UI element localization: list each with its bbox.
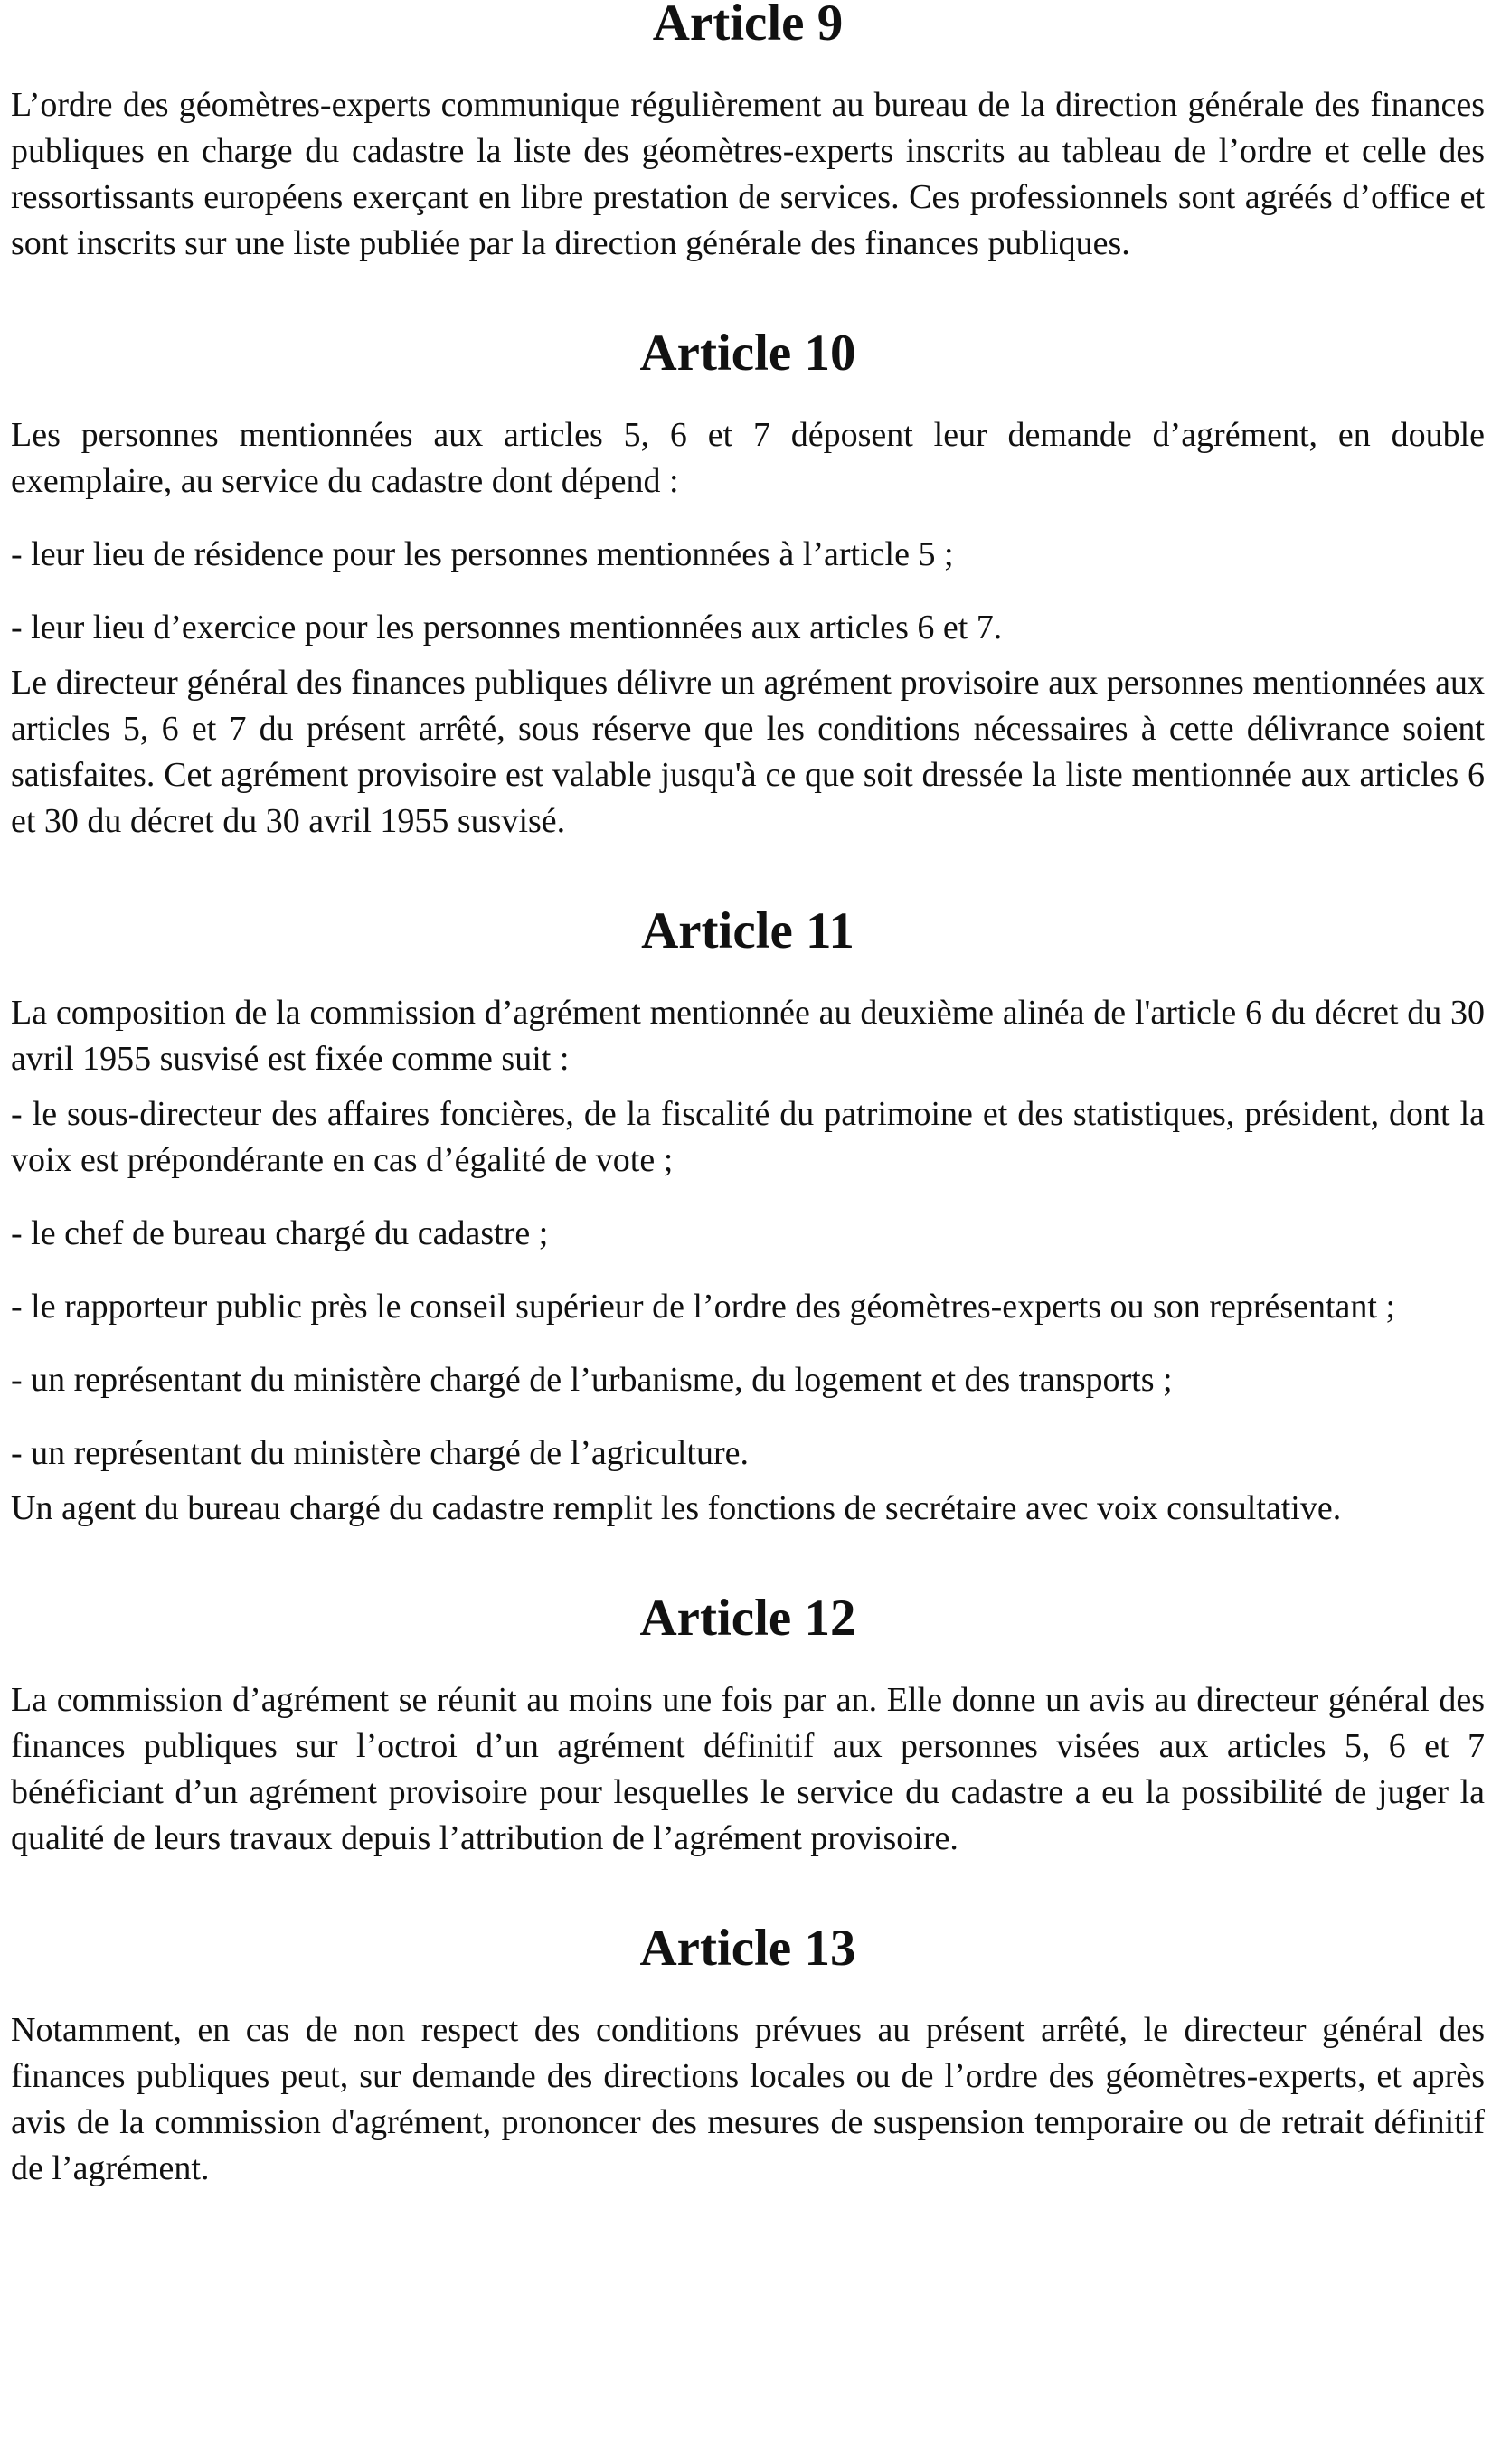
list-item: - leur lieu de résidence pour les personnes mentionnées à l’article 5 ;	[11, 535, 954, 573]
list-item: - le chef de bureau chargé du cadastre ;	[11, 1214, 549, 1252]
article-paragraph: Les personnes mentionnées aux articles 5, 6 et 7 déposent leur demande d’agrément, en double exemplaire, au service du cadastre dont dépend :	[11, 416, 1485, 500]
article-9	[11, 0, 1485, 267]
article-heading: Article 12	[639, 1590, 856, 1647]
article-heading: Article 13	[639, 1920, 856, 1977]
list-item: - un représentant du ministère chargé de l’urbanisme, du logement et des transports ;	[11, 1361, 1173, 1399]
article-10	[11, 325, 1485, 845]
article-11	[11, 902, 1485, 1532]
list-item: - le rapporteur public près le conseil supérieur de l’ordre des géomètres-experts ou son représentant ;	[11, 1288, 1396, 1326]
article-paragraph: La composition de la commission d’agrément mentionnée au deuxième alinéa de l'article 6 du décret du 30 avril 1955 susvisé est fixée comme suit :	[11, 994, 1485, 1078]
list-item: - le sous-directeur des affaires foncières, de la fiscalité du patrimoine et des statistiques, président, dont la voix est prépondérante en cas d’égalité de vote ;	[11, 1095, 1485, 1179]
article-paragraph: Un agent du bureau chargé du cadastre remplit les fonctions de secrétaire avec voix consultative.	[11, 1489, 1342, 1527]
article-paragraph: La commission d’agrément se réunit au moins une fois par an. Elle donne un avis au directeur général des finances publiques sur l’octroi d’un agrément définitif aux personnes visées aux articles 5, 6 et 7 bénéficiant d’un agrément provisoire pour lesquelles le service du cadastre a eu la possibilité de juger la qualité de leurs travaux depuis l’attribution de l’agrément provisoire.	[11, 1681, 1485, 1857]
article-paragraph: L’ordre des géomètres-experts communique régulièrement au bureau de la direction générale des finances publiques en charge du cadastre la liste des géomètres-experts inscrits au tableau de l’ordre et celle des ressortissants européens exerçant en libre prestation de services. Ces professionnels sont agréés d’office et sont inscrits sur une liste publiée par la direction générale des finances publiques.	[11, 86, 1485, 262]
article-heading: Article 11	[641, 902, 854, 959]
document-page	[11, 0, 1485, 2192]
list-item: - un représentant du ministère chargé de l’agriculture.	[11, 1434, 749, 1472]
article-12	[11, 1590, 1485, 1862]
article-paragraph: Notamment, en cas de non respect des conditions prévues au présent arrêté, le directeur général des finances publiques peut, sur demande des directions locales ou de l’ordre des géomètres-experts, et après avis de la commission d'agrément, prononcer des mesures de suspension temporaire ou de retrait définitif de l’agrément.	[11, 2011, 1485, 2187]
article-13	[11, 1920, 1485, 2192]
list-item: - leur lieu d’exercice pour les personnes mentionnées aux articles 6 et 7.	[11, 609, 1003, 647]
article-heading: Article 10	[639, 325, 856, 382]
article-heading: Article 9	[652, 0, 844, 52]
article-paragraph: Le directeur général des finances publiques délivre un agrément provisoire aux personnes mentionnées aux articles 5, 6 et 7 du présent arrêté, sous réserve que les conditions nécessaires à cette délivrance soient satisfaites. Cet agrément provisoire est valable jusqu'à ce que soit dressée la liste mentionnée aux articles 6 et 30 du décret du 30 avril 1955 susvisé.	[11, 664, 1485, 840]
